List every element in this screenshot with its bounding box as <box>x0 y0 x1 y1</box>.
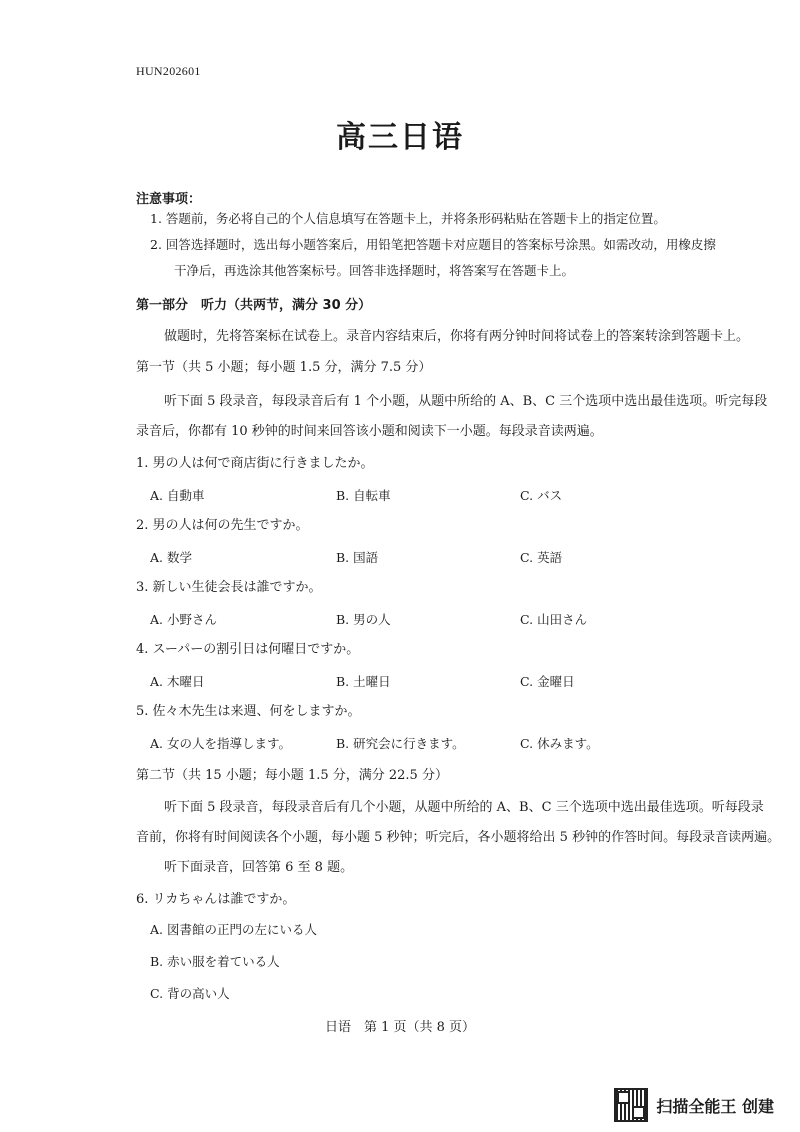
section2-instruction-line2: 音前，你将有时间阅读各个小题，每小题 5 秒钟；听完后，各小题将给出 5 秒钟的作答时间。每段录音读两遍。 <box>136 830 781 845</box>
scanner-watermark <box>614 1088 774 1122</box>
option-a: A. 木曜日 <box>150 674 205 689</box>
question-6-option-b: B. 赤い服を着ている人 <box>150 954 280 969</box>
option-a: A. 小野さん <box>150 612 217 627</box>
question-3: 3. 新しい生徒会長は誰ですか。 <box>136 580 322 595</box>
qr-code-icon <box>614 1088 648 1122</box>
option-c: C. 休みます。 <box>520 736 599 751</box>
note-item-2 <box>150 232 750 284</box>
watermark-text: 扫描全能王 创建 <box>656 1096 774 1116</box>
question-3-options <box>150 610 750 630</box>
section2-sub-instruction: 听下面录音，回答第 6 至 8 题。 <box>164 860 354 875</box>
question-1: 1. 男の人は何で商店街に行きましたか。 <box>136 456 374 471</box>
question-6-option-c: C. 背の高い人 <box>150 986 230 1001</box>
question-2-options <box>150 548 750 568</box>
note-item-1: 1. 答题前，务必将自己的个人信息填写在答题卡上，并将条形码粘贴在答题卡上的指定位置。 <box>150 211 666 226</box>
section2-instruction-line1: 听下面 5 段录音，每段录音后有几个小题，从题中所给的 A、B、C 三个选项中选出最佳选项。听每段录 <box>164 800 764 815</box>
question-1-options <box>150 486 750 506</box>
option-c: C. 金曜日 <box>520 674 575 689</box>
notes-heading: 注意事项： <box>136 192 202 207</box>
section1-instruction-line2: 录音后，你都有 10 秒钟的时间来回答该小题和阅读下一小题。每段录音读两遍。 <box>136 424 603 439</box>
option-b: B. 国語 <box>336 550 379 565</box>
question-5-options <box>150 734 750 754</box>
option-b: B. 男の人 <box>336 612 391 627</box>
page-title: 高三日语 <box>336 120 464 155</box>
section1-heading: 第一节（共 5 小题；每小题 1.5 分，满分 7.5 分） <box>136 360 432 375</box>
question-2: 2. 男の人は何の先生ですか。 <box>136 518 309 533</box>
question-4: 4. スーパーの割引日は何曜日ですか。 <box>136 642 360 657</box>
question-6-option-a: A. 図書館の正門の左にいる人 <box>150 922 317 937</box>
section2-heading: 第二节（共 15 小题；每小题 1.5 分，满分 22.5 分） <box>136 768 448 783</box>
option-c: C. 英語 <box>520 550 563 565</box>
part1-heading: 第一部分 听力（共两节，满分 30 分） <box>136 298 372 313</box>
option-c: C. 山田さん <box>520 612 588 627</box>
question-4-options <box>150 672 750 692</box>
option-a: A. 数学 <box>150 550 192 565</box>
option-a: A. 女の人を指導します。 <box>150 736 291 751</box>
section1-instruction-line1: 听下面 5 段录音，每段录音后有 1 个小题，从题中所给的 A、B、C 三个选项中选出最佳选项。听完每段 <box>164 394 768 409</box>
option-a: A. 自動車 <box>150 488 205 503</box>
note-item-2-line1: 2. 回答选择题时，选出每小题答案后，用铅笔把答题卡对应题目的答案标号涂黑。如需改动，用橡皮擦 <box>150 237 716 252</box>
question-5: 5. 佐々木先生は来週、何をしますか。 <box>136 704 361 719</box>
question-6: 6. リカちゃんは誰ですか。 <box>136 892 296 907</box>
part1-instruction: 做题时，先将答案标在试卷上。录音内容结束后，你将有两分钟时间将试卷上的答案转涂到答题卡上。 <box>164 329 750 344</box>
option-b: B. 自転車 <box>336 488 391 503</box>
option-c: C. バス <box>520 488 563 503</box>
page-footer: 日语 第 1 页（共 8 页） <box>324 1020 476 1035</box>
note-item-2-line2: 干净后，再选涂其他答案标号。回答非选择题时，将答案写在答题卡上。 <box>174 263 575 278</box>
option-b: B. 土曜日 <box>336 674 391 689</box>
option-b: B. 研究会に行きます。 <box>336 736 465 751</box>
exam-code: HUN202601 <box>136 64 201 78</box>
